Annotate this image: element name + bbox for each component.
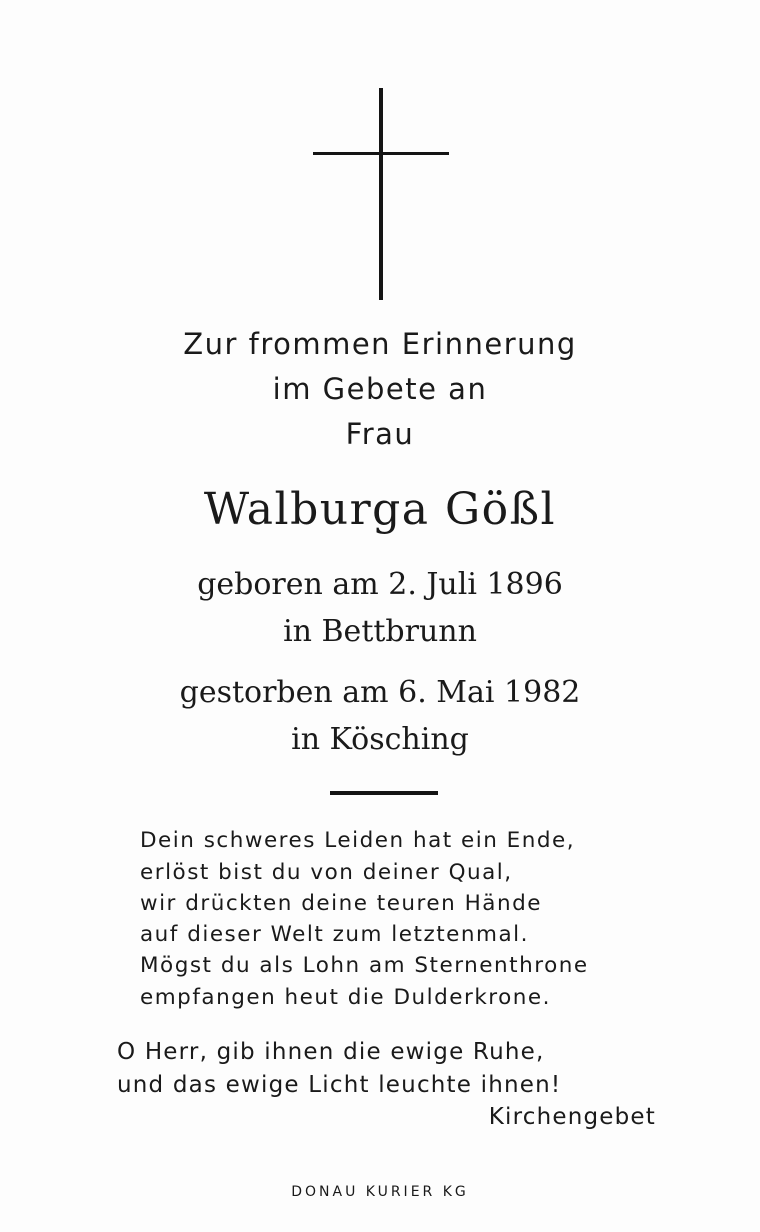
cross-horizontal-bar — [313, 152, 449, 155]
birth-place: in Bettbrunn — [283, 614, 477, 649]
cross-vertical-bar — [379, 88, 383, 300]
poem-line: empfangen heut die Dulderkrone. — [140, 985, 551, 1010]
death-date: gestorben am 6. Mai 1982 — [179, 675, 581, 710]
poem-line: wir drückten deine teuren Hände — [140, 891, 542, 916]
poem-line: Mögst du als Lohn am Sternenthrone — [140, 953, 589, 978]
poem-line: erlöst bist du von deiner Qual, — [140, 860, 513, 885]
death-place: in Kösching — [291, 722, 469, 757]
prayer-line: und das ewige Licht leuchte ihnen! — [117, 1072, 562, 1098]
prayer-line: O Herr, gib ihnen die ewige Ruhe, — [117, 1039, 545, 1065]
prayer-attribution: Kirchengebet — [488, 1104, 656, 1130]
intro-line-1: Zur frommen Erinnerung — [183, 327, 577, 361]
printer-imprint: DONAU KURIER KG — [291, 1184, 469, 1200]
intro-line-2: im Gebete an — [272, 372, 488, 406]
intro-line-3: Frau — [345, 417, 415, 451]
poem-line: Dein schweres Leiden hat ein Ende, — [140, 828, 576, 853]
birth-date: geboren am 2. Juli 1896 — [197, 567, 563, 602]
poem-line: auf dieser Welt zum letztenmal. — [140, 922, 529, 947]
deceased-name: Walburga Gößl — [203, 484, 557, 535]
divider-rule — [330, 791, 438, 795]
